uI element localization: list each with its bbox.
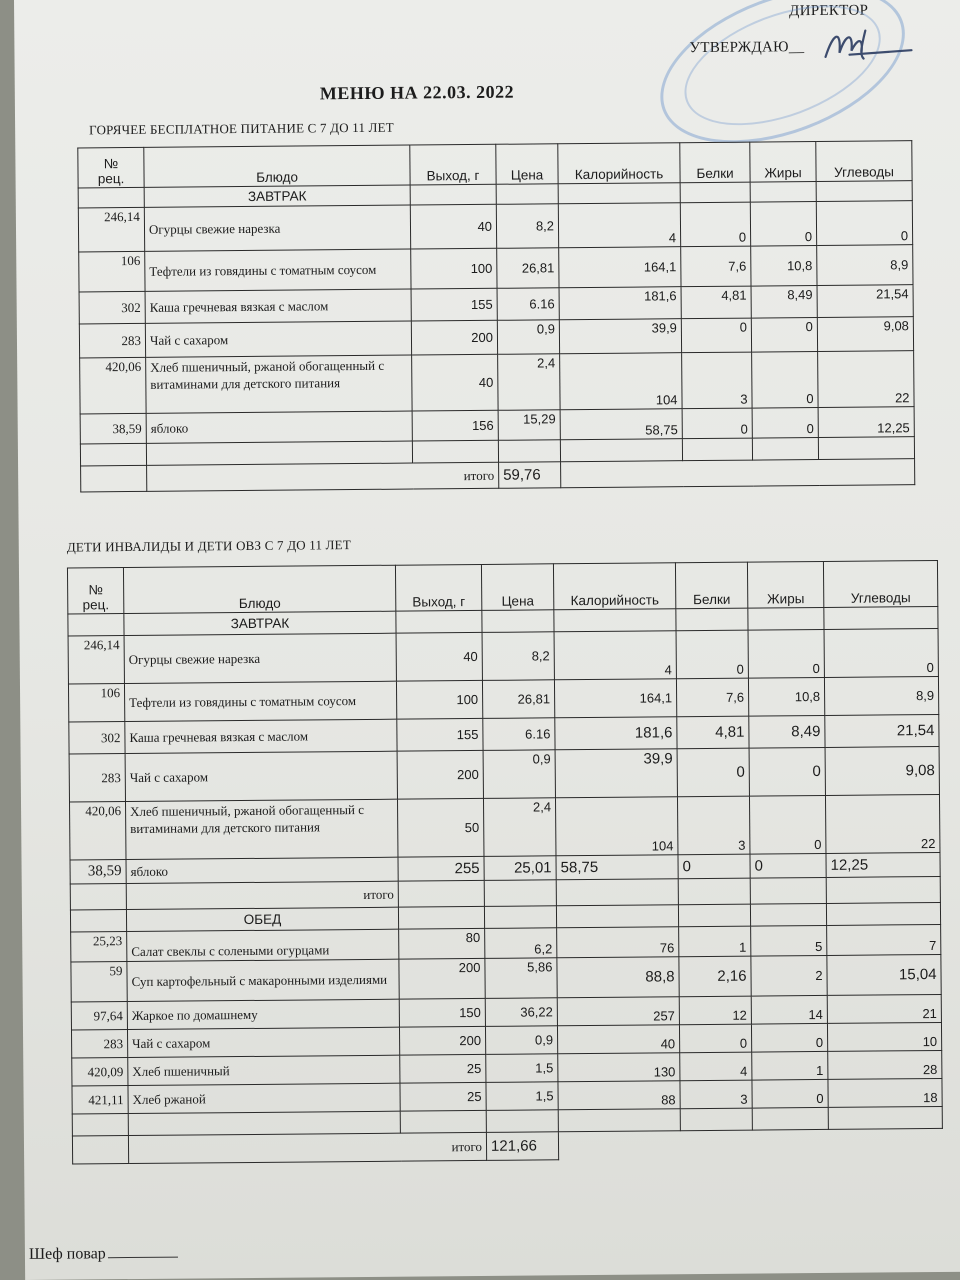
fat-value: 10,8 (751, 246, 817, 287)
total-price: 121,66 (486, 1132, 558, 1161)
fat-value: 0 (752, 407, 818, 438)
kcal-value: 40 (557, 1025, 679, 1054)
carbs-value: 15,04 (827, 954, 941, 995)
menu-sheet (14, 0, 960, 1280)
header-yield: Выход, г (410, 144, 496, 185)
fat-value: 5 (751, 925, 827, 956)
protein-value: 2,16 (679, 956, 751, 997)
rec-number: 420,09 (72, 1058, 128, 1086)
price-value: 6.16 (483, 718, 555, 751)
kcal-value: 39,9 (559, 319, 681, 354)
rec-number: 106 (79, 251, 145, 292)
rec-number: 420,06 (70, 802, 127, 860)
menu-table-hot (77, 140, 915, 492)
header-price: Цена (481, 564, 553, 611)
carbs-value: 28 (828, 1050, 942, 1079)
price-value: 15,29 (498, 410, 560, 441)
breakfast-label: ЗАВТРАК (144, 185, 410, 207)
carbs-value: 18 (828, 1078, 942, 1107)
carbs-value: 8,9 (817, 245, 913, 286)
fat-value: 0 (752, 1079, 828, 1108)
price-value: 1,5 (486, 1054, 558, 1083)
protein-value: 0 (679, 1024, 751, 1053)
dish-name: Салат свеклы с солеными огурцами (127, 929, 399, 961)
rec-number: 421,11 (72, 1086, 128, 1114)
yield-value: 156 (412, 410, 498, 441)
price-value: 26,81 (482, 680, 554, 719)
yield-value: 40 (396, 632, 482, 681)
header-kcal: Калорийность (558, 143, 680, 184)
header-dish: Блюдо (123, 565, 395, 613)
total-price: 59,76 (499, 462, 561, 489)
table-header (67, 560, 937, 614)
yield-value: 50 (397, 798, 484, 857)
yield-value: 100 (411, 248, 497, 289)
price-value: 5,86 (485, 958, 557, 999)
breakfast-label: ЗАВТРАК (124, 611, 396, 635)
kcal-value: 104 (555, 797, 678, 856)
price-value: 2,4 (483, 798, 556, 857)
carbs-value: 22 (818, 351, 914, 408)
dish-name: яблоко (126, 857, 398, 883)
fat-value: 0 (749, 795, 826, 854)
table-row (70, 794, 940, 860)
table-row (78, 201, 912, 252)
fat-value: 8,49 (749, 715, 825, 748)
yield-value: 200 (399, 958, 485, 999)
kcal-value: 4 (554, 631, 676, 680)
rec-number: 283 (79, 323, 145, 358)
dish-name: Огурцы свежие нарезка (144, 205, 410, 251)
rec-number: 302 (79, 291, 145, 324)
price-value: 26,81 (497, 248, 559, 289)
kcal-value: 164,1 (554, 679, 676, 718)
fat-value: 0 (750, 853, 826, 878)
protein-value: 0 (680, 202, 750, 247)
header-fat: Жиры (750, 142, 816, 183)
lunch-label: ОБЕД (126, 907, 398, 931)
carbs-value: 12,25 (826, 852, 940, 877)
yield-value: 200 (399, 1026, 485, 1055)
rec-number: 38,59 (80, 413, 146, 444)
yield-value: 100 (396, 680, 482, 719)
carbs-value: 21 (827, 994, 941, 1023)
protein-value: 7,6 (681, 246, 751, 287)
kcal-value: 58,75 (560, 409, 682, 440)
yield-value: 40 (412, 354, 498, 411)
fat-value: 0 (750, 202, 816, 247)
protein-value: 4 (680, 1052, 752, 1081)
rec-number: 420,06 (80, 357, 146, 414)
rec-number: 283 (71, 1030, 127, 1058)
kcal-value: 39,9 (555, 749, 677, 798)
dish-name: Хлеб пшеничный (128, 1055, 400, 1085)
price-value: 0,9 (485, 1026, 557, 1055)
chef-signature-line (29, 1245, 178, 1264)
carbs-value: 7 (827, 924, 941, 955)
fat-value: 0 (749, 747, 825, 796)
protein-value: 0 (677, 748, 749, 797)
rec-number: 302 (69, 722, 125, 754)
kcal-value: 4 (558, 203, 680, 248)
carbs-value: 21,54 (825, 714, 939, 747)
carbs-value: 0 (816, 201, 912, 246)
rec-number: 97,64 (71, 1002, 127, 1030)
table-row (69, 746, 939, 802)
dish-name: Тефтели из говядины с томатным соусом (124, 681, 396, 721)
page-title: МЕНЮ НА 22.03. 2022 (319, 81, 515, 104)
protein-value: 7,6 (676, 678, 748, 717)
protein-value: 3 (682, 352, 752, 409)
carbs-value: 12,25 (818, 407, 914, 438)
protein-value: 12 (679, 996, 751, 1025)
yield-value: 255 (398, 856, 484, 881)
dish-name: Хлеб пшеничный, ржаной обогащенный с витаминами для детского питания (146, 355, 412, 413)
dish-name: яблоко (146, 411, 412, 443)
rec-number: 246,14 (78, 207, 144, 252)
kcal-value: 164,1 (559, 247, 681, 288)
kcal-value: 88,8 (557, 957, 679, 998)
price-value: 36,22 (485, 998, 557, 1027)
header-yield: Выход, г (395, 564, 481, 611)
table-row (80, 351, 914, 414)
fat-value: 0 (752, 352, 818, 409)
header-price: Цена (496, 144, 558, 185)
fat-value: 0 (748, 629, 824, 678)
fat-value: 2 (751, 955, 827, 996)
total-label: итого (147, 462, 499, 491)
protein-value: 4,81 (677, 716, 749, 749)
protein-value: 1 (679, 926, 751, 957)
header-carbs: Углеводы (816, 141, 912, 182)
dish-name: Огурцы свежие нарезка (124, 633, 396, 683)
yield-value: 155 (397, 718, 483, 751)
dish-name: Чай с сахаром (145, 321, 411, 357)
table-row (68, 628, 938, 684)
protein-value: 0 (678, 854, 750, 879)
dish-name: Суп картофельный с макаронными изделиями (127, 959, 399, 1001)
protein-value: 0 (676, 630, 748, 679)
protein-value: 0 (681, 318, 751, 353)
kcal-value: 130 (558, 1053, 680, 1082)
kcal-value: 76 (557, 927, 679, 958)
yield-value: 80 (399, 928, 485, 959)
protein-value: 0 (682, 408, 752, 439)
header-protein: Белки (675, 562, 747, 609)
header-protein: Белки (680, 142, 750, 183)
kcal-value: 88 (558, 1081, 680, 1110)
price-value: 8,2 (496, 204, 558, 249)
yield-value: 200 (411, 320, 497, 355)
dish-name: Чай с сахаром (127, 1027, 399, 1057)
kcal-value: 58,75 (556, 855, 678, 880)
kcal-value: 257 (557, 997, 679, 1026)
price-value: 6.16 (497, 288, 559, 321)
dish-name: Жаркое по домашнему (127, 999, 399, 1029)
carbs-value: 9,08 (817, 317, 913, 352)
section2-subtitle: ДЕТИ ИНВАЛИДЫ И ДЕТИ ОВЗ С 7 ДО 11 ЛЕТ (66, 537, 351, 555)
header-fat: Жиры (747, 561, 823, 608)
dish-name: Чай с сахаром (125, 751, 397, 801)
fat-value: 10,8 (748, 677, 824, 716)
dish-name: Хлеб пшеничный, ржаной обогащенный с витаминами для детского питания (125, 799, 397, 859)
rec-number: 38,59 (70, 860, 126, 884)
rec-number: 283 (69, 754, 125, 802)
rec-number: 246,14 (68, 636, 124, 684)
protein-value: 4,81 (681, 286, 751, 319)
dish-name: Тефтели из говядины с томатным соусом (145, 249, 411, 291)
price-value: 0,9 (497, 320, 559, 355)
total-label: итого (126, 881, 398, 909)
carbs-value: 8,9 (824, 676, 938, 715)
carbs-value: 9,08 (825, 746, 939, 795)
kcal-value: 181,6 (555, 717, 677, 750)
fat-value: 1 (752, 1051, 828, 1080)
price-value: 0,9 (483, 750, 555, 799)
fat-value: 8,49 (751, 286, 817, 319)
yield-value: 25 (400, 1082, 486, 1111)
kcal-value: 181,6 (559, 287, 681, 320)
carbs-value: 10 (827, 1022, 941, 1051)
header-carbs: Углеводы (823, 560, 937, 607)
kcal-value: 104 (560, 353, 682, 410)
yield-value: 155 (411, 288, 497, 321)
director-label: ДИРЕКТОР (789, 2, 869, 20)
dish-name: Каша гречневая вязкая с маслом (125, 719, 397, 753)
dish-name: Хлеб ржаной (128, 1083, 400, 1113)
yield-value: 25 (400, 1054, 486, 1083)
header-rec: № рец. (67, 568, 123, 614)
header-rec: № рец. (78, 147, 144, 188)
director-signature (819, 22, 919, 73)
price-value: 25,01 (484, 856, 556, 881)
fat-value: 0 (751, 1023, 827, 1052)
price-value: 2,4 (498, 354, 560, 411)
rec-number: 25,23 (71, 932, 127, 962)
protein-value: 3 (680, 1080, 752, 1109)
yield-value: 150 (399, 998, 485, 1027)
fat-value: 0 (751, 318, 817, 353)
rec-number: 59 (71, 962, 127, 1002)
carbs-value: 22 (825, 794, 940, 853)
menu-table-special (67, 560, 943, 1165)
header-dish: Блюдо (144, 145, 410, 187)
fat-value: 14 (751, 995, 827, 1024)
price-value: 6,2 (485, 928, 557, 959)
yield-value: 200 (397, 750, 483, 799)
carbs-value: 21,54 (817, 285, 913, 318)
price-value: 8,2 (482, 632, 554, 681)
carbs-value: 0 (824, 628, 938, 677)
chef-label: Шеф повар (28, 1245, 106, 1263)
approve-label: УТВЕРЖДАЮ__ (689, 39, 805, 57)
section1-subtitle: ГОРЯЧЕЕ БЕСПЛАТНОЕ ПИТАНИЕ С 7 ДО 11 ЛЕТ (89, 119, 394, 138)
dish-name: Каша гречневая вязкая с маслом (145, 289, 411, 323)
total-label: итого (128, 1132, 486, 1163)
price-value: 1,5 (486, 1082, 558, 1111)
header-kcal: Калорийность (553, 563, 675, 610)
rec-number: 106 (68, 684, 124, 722)
protein-value: 3 (677, 796, 750, 855)
yield-value: 40 (410, 204, 496, 249)
